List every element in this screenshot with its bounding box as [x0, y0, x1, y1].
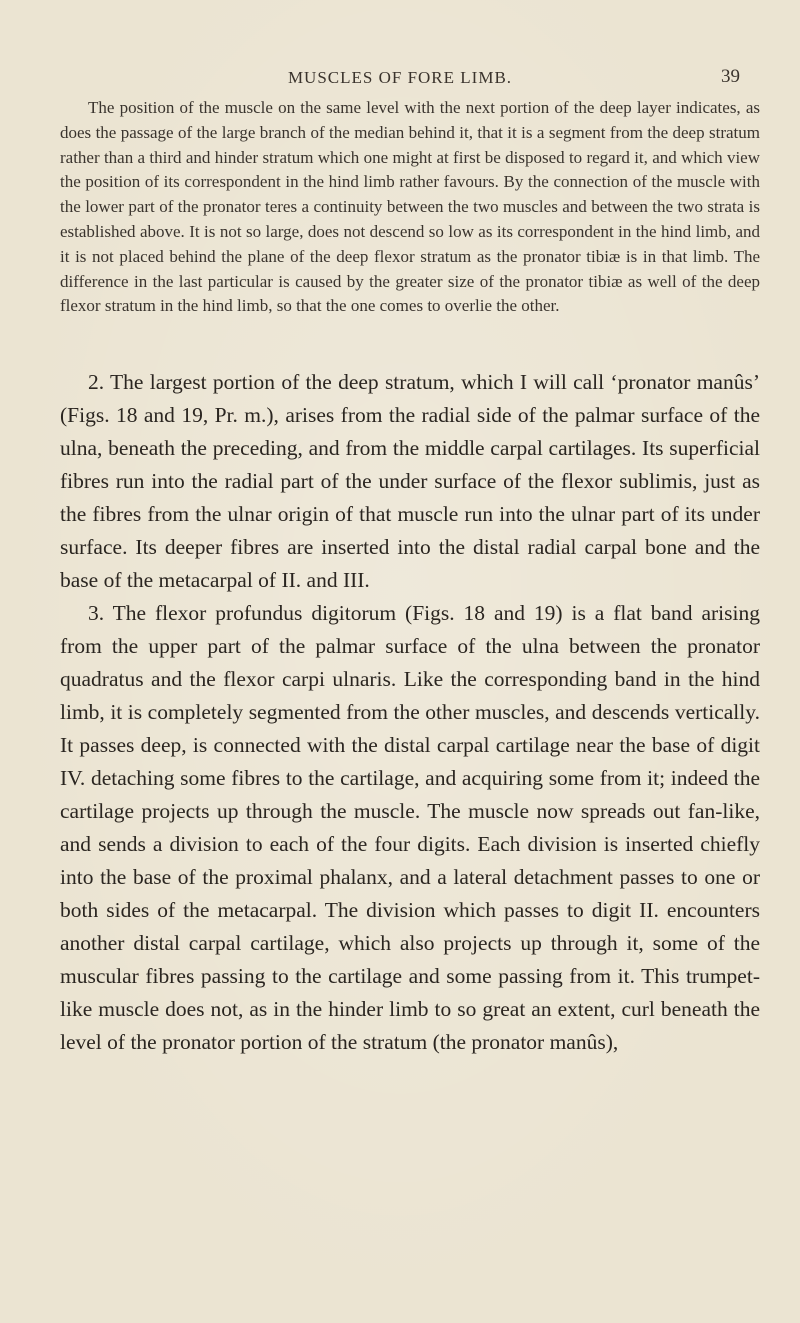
paragraph-flexor-profundus: 3. The flexor profundus digitorum (Figs. 18 and 19) is a flat band arising from the upper part of the palmar surface of the ulna between the pronator quadratus and the flexor carpi ulnaris. Like the corresponding band in the hind limb, it is completely segmented from the other muscles, and descends vertically. It passes deep, is connected with the distal carpal cartilage near the base of digit IV. detaching some fibres to the cartilage, and acquiring some from it; indeed the cartilage projects up through the muscle. The muscle now spreads out fan-like, and sends a division to each of the four digits. Each division is inserted chiefly into the base of the proximal phalanx, and a lateral detachment passes to one or both sides of the metacarpal. The division which passes to digit II. encounters another distal carpal cartilage, which also projects up through it, some of the muscular fibres passing to the cartilage and some passing from it. This trumpet-like muscle does not, as in the hinder limb to so great an extent, curl beneath the level of the pronator portion of the stratum (the pronator manûs), — [60, 601, 760, 1054]
main-text-block — [60, 366, 760, 1059]
page-number: 39 — [721, 66, 740, 87]
intro-text-block — [60, 96, 760, 319]
running-head — [0, 60, 800, 90]
paragraph-pronator-manus: 2. The largest portion of the deep stratum, which I will call ‘pronator manûs’ (Figs. 18 and 19, Pr. m.), arises from the radial side of the palmar surface of the ulna, beneath the preceding, and from the middle carpal cartilages. Its superficial fibres run into the radial part of the under surface of the flexor sublimis, just as the fibres from the ulnar origin of that muscle run into the ulnar part of its under surface. Its deeper fibres are inserted into the distal radial carpal bone and the base of the metacarpal of II. and III. — [60, 370, 760, 592]
running-title: MUSCLES OF FORE LIMB. — [287, 68, 513, 87]
intro-paragraph: The position of the muscle on the same level with the next portion of the deep layer indicates, as does the passage of the large branch of the median behind it, that it is a segment from the deep stratum rather than a third and hinder stratum which one might at first be disposed to regard it, and which view the position of its correspondent in the hind limb rather favours. By the connection of the muscle with the lower part of the pronator teres a continuity between the two muscles and between the two strata is established above. It is not so large, does not descend so low as its correspondent in the hind limb, and it is not placed behind the plane of the deep flexor stratum as the pronator tibiæ is in that limb. The difference in the last particular is caused by the greater size of the pronator tibiæ as well of the deep flexor stratum in the hind limb, so that the one comes to overlie the other. — [60, 98, 760, 316]
